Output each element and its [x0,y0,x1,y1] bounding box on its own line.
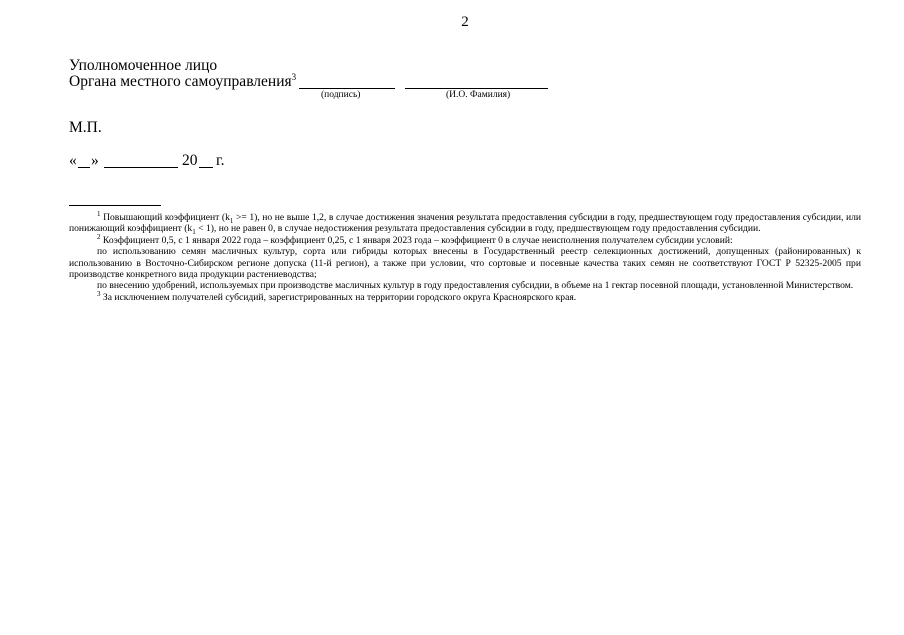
footnote-3-text: За исключением получателей субсидий, зарегистрированных на территории городского округа Красноярского края. [102,291,577,303]
footnote-1-sub-a: 1 [229,216,234,225]
footnotes [69,209,861,303]
footnote-1-sub-b: 1 [192,228,196,237]
footnote-3-mark: 3 [97,289,101,298]
footnote-separator [69,205,161,206]
authorized-person-label: Уполномоченное лицо [69,57,218,74]
footnote-2-text: Коэффициент 0,5, с 1 января 2022 года – коэффициент 0,25, с 1 января 2023 года – коэффициент 0 в случае неисполнения получателем субсидии условий: [102,234,733,246]
date-close-quote: » [91,152,99,169]
date-open-quote: « [69,152,77,169]
date-month-line [104,167,178,168]
footnote-1-mark: 1 [97,209,101,218]
local-government-text: Органа местного самоуправления [69,73,292,90]
footnote-1 [69,209,861,237]
footnote-3 [69,289,861,303]
footnote-ref-3: 3 [291,71,297,82]
name-caption: (И.О. Фамилия) [446,90,511,100]
signature-caption: (подпись) [321,90,361,100]
date-year-suffix: г. [216,152,225,169]
local-government-label [69,73,296,91]
name-line [405,88,548,89]
footnote-1-text-c: < 1), но не равен 0, в случае недостижения результата предоставления субсидии в году, предшествующем году предоставления субсидии. [195,223,761,235]
footnote-1-text-a: Повышающий коэффициент (k [103,212,230,223]
date-year-prefix: 20 [182,152,198,169]
footnote-2-item-2: по внесению удобрений, используемых при производстве масличных культур в году предоставления субсидии, в объеме на 1 гектар посевной площади, установленной Министерством. [97,280,854,292]
date-day-line [78,167,90,168]
footnote-2-item-1: по использованию семян масличных культур, сорта или гибриды которых внесены в Государственный реестр селекционных достижений, допущенных (районированных) к использованию в Восточно-Сибирском регионе допуска (11-й регион), а также при условии, что сортовые и посевные качества таких семян не соответствуют ГОСТ Р 52325-2005 при производстве конкретного вида продукции растениеводства; [69,246,861,281]
footnote-2-mark: 2 [97,232,101,241]
page-number: 2 [461,14,469,30]
stamp-place-label: М.П. [69,119,102,136]
date-year-line [199,167,213,168]
signature-line [299,88,395,89]
footnote-2 [69,232,861,246]
footnote-1-text-b: >= 1), но не выше 1,2, в случае достижения значения результата предоставления субсидии в году, предшествующем году предоставления субсидии, или понижающий коэффициент (k [69,212,861,235]
